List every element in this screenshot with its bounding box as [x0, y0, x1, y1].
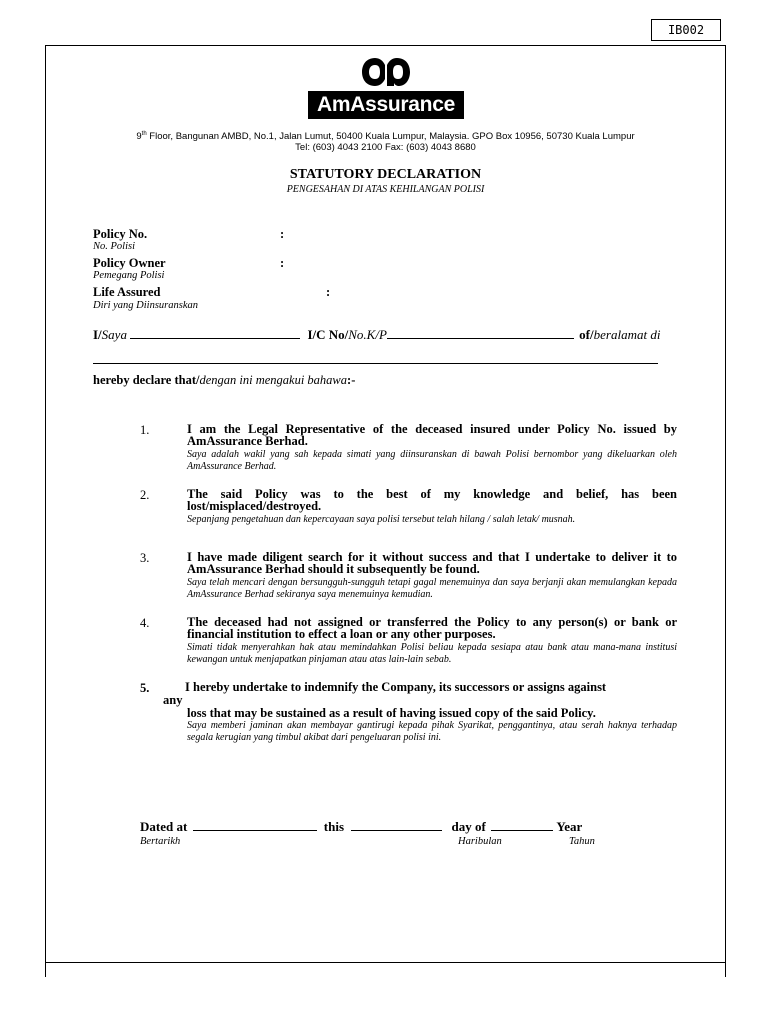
item-3-number: 3.: [140, 551, 150, 565]
address-line-1: Floor, Bangunan AMBD, No.1, Jalan Lumut, 50400 Kuala Lumpur, Malaysia. GPO Box 10956, 50730 Kuala Lumpur: [146, 131, 635, 143]
item-2-text-ms: Sepanjang pengetahuan dan kepercayaan saya polisi tersebut telah hilang / salah letak/ musnah.: [187, 514, 576, 525]
item-2-number: 2.: [140, 488, 150, 502]
policy-owner-label-ms: Pemegang Polisi: [93, 270, 165, 281]
policy-no-label: Policy No.: [93, 227, 148, 241]
company-logo-icon: [361, 56, 411, 88]
life-assured-label: Life Assured: [93, 285, 161, 299]
item-5-text-line-2: loss that may be sustained as a result of having issued copy of the said Policy.: [187, 706, 596, 720]
declarant-name-field[interactable]: [130, 337, 300, 339]
dated-at-label: Dated at: [140, 819, 188, 834]
declarant-address-label: of/: [579, 327, 594, 342]
address-floor-number: 9: [136, 131, 142, 143]
address-floor-suffix: th: [141, 131, 147, 137]
declare-suffix: :-: [347, 373, 356, 387]
day-of-label-ms: Haribulan: [458, 836, 502, 847]
item-2-text: The said Policy was to the best of my knowledge and belief, has been lost/misplaced/destroyed.: [187, 487, 677, 513]
item-3-text-ms: Saya telah mencari dengan bersungguh-sungguh tetapi gagal menemuinya dan saya berjanji akan memulangkan kepada AmAssurance Berhad sekiranya saya menemuinya kemudian.: [187, 577, 677, 600]
document-subtitle: PENGESAHAN DI ATAS KEHILANGAN POLISI: [286, 184, 485, 195]
item-5-text-ms: Saya memberi jaminan akan membayar gantirugi kepada pihak Syarikat, penggantinya, atau serah haknya terhadap segala kerugian yang timbul akibat dari pengeluaran polisi ini.: [187, 720, 677, 743]
item-4-text-ms: Simati tidak menyerahkan hak atau memindahkan Polisi beliau kepada sesiapa atau bank atau mana-mana institusi kewangan untuk menjapatkan pinjaman atau atas lain-lain sebab.: [187, 642, 677, 665]
item-1-number: 1.: [140, 423, 150, 437]
dated-at-label-ms: Bertarikh: [140, 836, 181, 847]
policy-no-colon: :: [280, 227, 285, 241]
company-address: [45, 129, 726, 153]
declare-text-ms: dengan ini mengakui bahawa: [199, 373, 348, 387]
declare-text: hereby declare that/: [93, 373, 200, 387]
frame-right-tail: [725, 962, 726, 977]
declarant-address-field[interactable]: [93, 363, 658, 364]
item-4-number: 4.: [140, 616, 150, 630]
policy-no-label-ms: No. Polisi: [93, 241, 136, 252]
policy-owner-colon: :: [280, 256, 285, 270]
item-5-text-line-1: I hereby undertake to indemnify the Company, its successors or assigns against: [185, 680, 607, 694]
policy-owner-label: Policy Owner: [93, 256, 166, 270]
life-assured-label-ms: Diri yang Diinsuranskan: [93, 300, 198, 311]
month-field[interactable]: [491, 829, 553, 831]
declarant-ic-label-ms: No.K/P: [348, 327, 387, 342]
dated-row: [140, 819, 582, 835]
this-day-field[interactable]: [351, 829, 442, 831]
declarant-name-label: I/: [93, 327, 102, 342]
year-label-ms: Tahun: [569, 836, 595, 847]
declarant-row: [93, 327, 683, 343]
item-4-text: The deceased had not assigned or transferred the Policy to any person(s) or bank or financial institution to effect a loan or any other purposes.: [187, 615, 677, 641]
company-wordmark: AmAssurance: [308, 91, 464, 119]
item-1-text-ms: Saya adalah wakil yang sah kepada simati yang diinsuranskan di bawah Polisi bernombor yang dikeluarkan oleh AmAssurance Berhad.: [187, 449, 677, 472]
declarant-ic-label: I/C No/: [307, 327, 349, 342]
address-line-2: Tel: (603) 4043 2100 Fax: (603) 4043 8680: [295, 142, 476, 154]
item-5-text-any: any: [163, 693, 183, 707]
form-code-box: IB002: [651, 19, 721, 41]
year-label: Year: [556, 819, 583, 834]
dated-at-field[interactable]: [193, 829, 317, 831]
item-1-text: I am the Legal Representative of the deceased insured under Policy No. issued by AmAssurance Berhad.: [187, 422, 677, 448]
frame-bottom-divider: [45, 962, 726, 963]
item-5-number: 5.: [140, 681, 150, 695]
declarant-ic-field[interactable]: [387, 337, 574, 339]
item-3-text: I have made diligent search for it without success and that I undertake to deliver it to AmAssurance Berhad should it subsequently be found.: [187, 550, 677, 576]
declarant-address-label-ms: beralamat di: [593, 327, 661, 342]
frame-top-border: [45, 45, 726, 46]
document-title: STATUTORY DECLARATION: [289, 167, 482, 182]
life-assured-colon: :: [326, 285, 331, 299]
day-of-label: day of: [451, 819, 486, 834]
declare-statement: [93, 373, 355, 388]
declarant-name-label-ms: Saya: [101, 327, 127, 342]
frame-left-tail: [45, 962, 46, 977]
this-label: this: [323, 819, 345, 834]
